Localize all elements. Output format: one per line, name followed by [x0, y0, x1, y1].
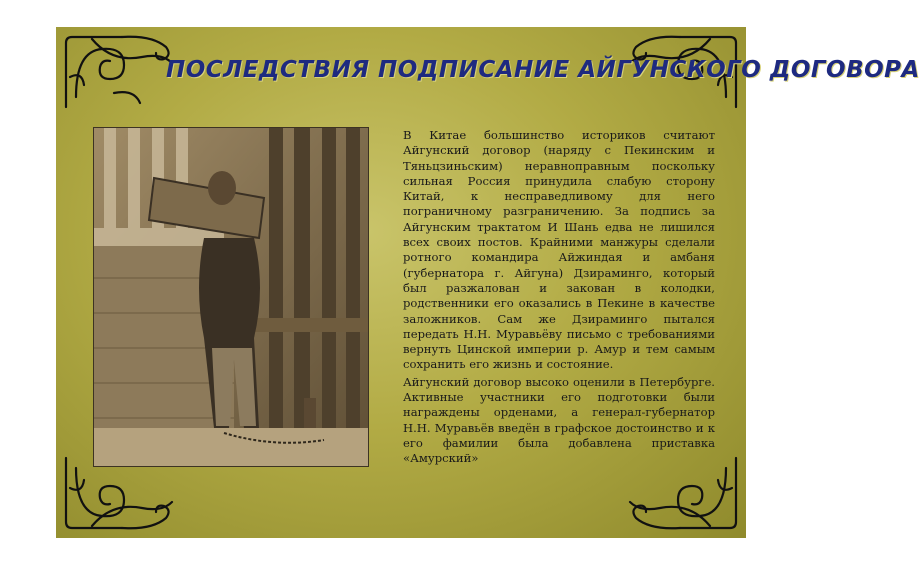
body-text — [403, 128, 715, 469]
top-left-scroll-ornament — [62, 33, 182, 113]
slide-title: ПОСЛЕДСТВИЯ ПОДПИСАНИЕ АЙГУНСКОГО ДОГОВОРА — [166, 57, 920, 83]
paragraph-2: Айгунский договор высоко оценили в Петербурге. Активные участники его подготовки были награждены орденами, а генерал-губернатор Н.Н. Муравьёв введён в графское достоинство и к его фамилии была добавлена приставка «Амурский» — [403, 374, 715, 466]
slide — [56, 27, 920, 538]
historical-photo-man-in-cangue-icon — [94, 128, 368, 466]
paragraph-1: В Китае большинство историков считают Айгунский договор (наряду с Пекинским и Тяньцзиньским) неравноправным поскольку сильная Россия принудила слабую сторону Китай, к несправедливому для него пограничному разграничению. За подпись за Айгунским трактатом И Шань едва не лишился всех своих постов. Крайними манжуры сделали ротного командира Айжиндая и амбаня (губернатора г. Айгуна) Дзираминго, который был разжалован и закован в колодки, родственники его оказались в Пекине в качестве заложников. Сам же Дзираминго пытался передать Н.Н. Муравьёву письмо с требованиями вернуть Цинской империи р. Амур и тем самым сохранить его жизнь и состояние. — [403, 128, 715, 372]
historical-photo-frame — [94, 128, 368, 466]
